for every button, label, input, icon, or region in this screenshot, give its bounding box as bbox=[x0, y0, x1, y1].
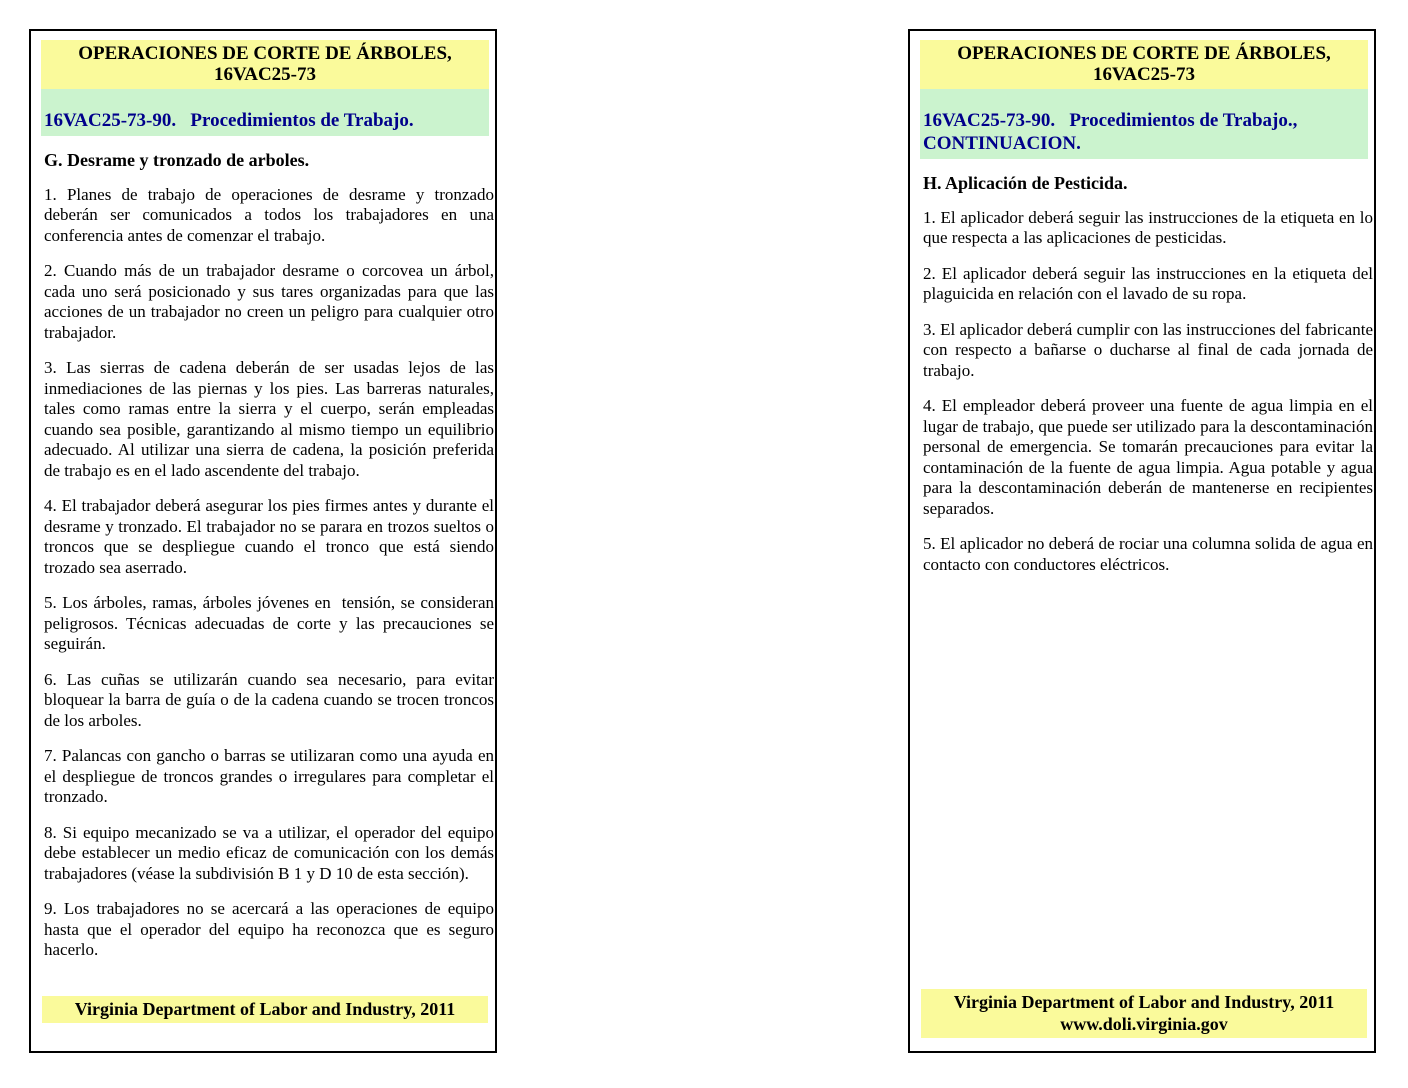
document-title-line2: 16VAC25-73 bbox=[213, 64, 317, 85]
section-heading-band bbox=[41, 89, 489, 136]
subsection-heading: G. Desrame y tronzado de arboles. bbox=[44, 150, 310, 170]
page-body bbox=[923, 173, 1373, 575]
paragraph: 7. Palancas con gancho o barras se utilizaran como una ayuda en el despliegue de troncos grandes o irregulares para completar el tronzado. bbox=[44, 746, 494, 806]
paragraph: 4. El empleador deberá proveer una fuente de agua limpia en el lugar de trabajo, que puede ser utilizado para la descontaminación personal de emergencia. Se tomarán precauciones para evitar la contaminación de la fuente de agua limpia. Agua potable y agua para la descontaminación deberán de mantenerse en recipientes separados. bbox=[923, 396, 1373, 518]
paragraph: 4. El trabajador deberá asegurar los pies firmes antes y durante el desrame y tronzado. El trabajador no se parara en trozos sueltos o troncos que se despliegue cuando el tronco que está siendo trozado sea aserrado. bbox=[44, 496, 494, 577]
page-body bbox=[44, 150, 494, 961]
paragraph: 5. Los árboles, ramas, árboles jóvenes en tensión, se consideran peligrosos. Técnicas adecuadas de corte y las precauciones se seguirán. bbox=[44, 593, 494, 653]
footer-attribution: Virginia Department of Labor and Industry, 2011 bbox=[74, 999, 456, 1019]
paragraph: 2. Cuando más de un trabajador desrame o corcovea un árbol, cada uno será posicionado y sus tares organizadas para que las acciones de un trabajador no creen un peligro para cualquier otro trabajador. bbox=[44, 261, 494, 342]
footer-website: www.doli.virginia.gov bbox=[1060, 1014, 1228, 1034]
document-title-banner bbox=[920, 40, 1368, 89]
footer-banner bbox=[921, 989, 1367, 1038]
section-heading-band bbox=[920, 89, 1368, 159]
page-left bbox=[29, 29, 497, 1053]
paragraph: 3. El aplicador deberá cumplir con las instrucciones del fabricante con respecto a bañarse o ducharse al final de cada jornada de trabajo. bbox=[923, 319, 1373, 380]
paragraph: 8. Si equipo mecanizado se va a utilizar, el operador del equipo debe establecer un medio eficaz de comunicación con los demás trabajadores (véase la subdivisión B 1 y D 10 de esta sección). bbox=[44, 822, 494, 883]
paragraph: 3. Las sierras de cadena deberán de ser usadas lejos de las inmediaciones de las piernas y los pies. Las barreras naturales, tales como ramas entre la sierra y el cuerpo, serán empleadas cuando sea posible, garantizando al mismo tiempo un equilibrio adecuado. Al utilizar una sierra de cadena, la posición preferida de trabajo es en el lado ascendente del trabajo. bbox=[44, 358, 494, 480]
document-title-line1: OPERACIONES DE CORTE DE ÁRBOLES, bbox=[78, 43, 452, 64]
subsection-heading: H. Aplicación de Pesticida. bbox=[923, 173, 1128, 193]
footer-banner bbox=[42, 996, 488, 1023]
paragraph: 1. El aplicador deberá seguir las instrucciones de la etiqueta en lo que respecta a las aplicaciones de pesticidas. bbox=[923, 207, 1373, 247]
page-right bbox=[908, 29, 1376, 1053]
document-title-banner bbox=[41, 40, 489, 89]
footer-attribution: Virginia Department of Labor and Industry, 2011 bbox=[953, 992, 1335, 1012]
paragraph: 5. El aplicador no deberá de rociar una columna solida de agua en contacto con conductores eléctricos. bbox=[923, 534, 1373, 574]
paragraph: 6. Las cuñas se utilizarán cuando sea necesario, para evitar bloquear la barra de guía o de la cadena cuando se trocen troncos de los arboles. bbox=[44, 669, 494, 730]
document-title-line2: 16VAC25-73 bbox=[1092, 64, 1196, 85]
section-heading: 16VAC25-73-90. Procedimientos de Trabajo. bbox=[44, 110, 414, 131]
paragraph: 2. El aplicador deberá seguir las instrucciones en la etiqueta del plaguicida en relación con el lavado de su ropa. bbox=[923, 263, 1373, 303]
paragraph: 9. Los trabajadores no se acercará a las operaciones de equipo hasta que el operador del equipo ha reconozca que es seguro hacerlo. bbox=[44, 899, 494, 959]
section-heading: 16VAC25-73-90. Procedimientos de Trabajo., CONTINUACION. bbox=[923, 110, 1298, 154]
document-title-line1: OPERACIONES DE CORTE DE ÁRBOLES, bbox=[957, 43, 1331, 64]
paragraph: 1. Planes de trabajo de operaciones de desrame y tronzado deberán ser comunicados a todos los trabajadores en una conferencia antes de comenzar el trabajo. bbox=[44, 184, 494, 245]
